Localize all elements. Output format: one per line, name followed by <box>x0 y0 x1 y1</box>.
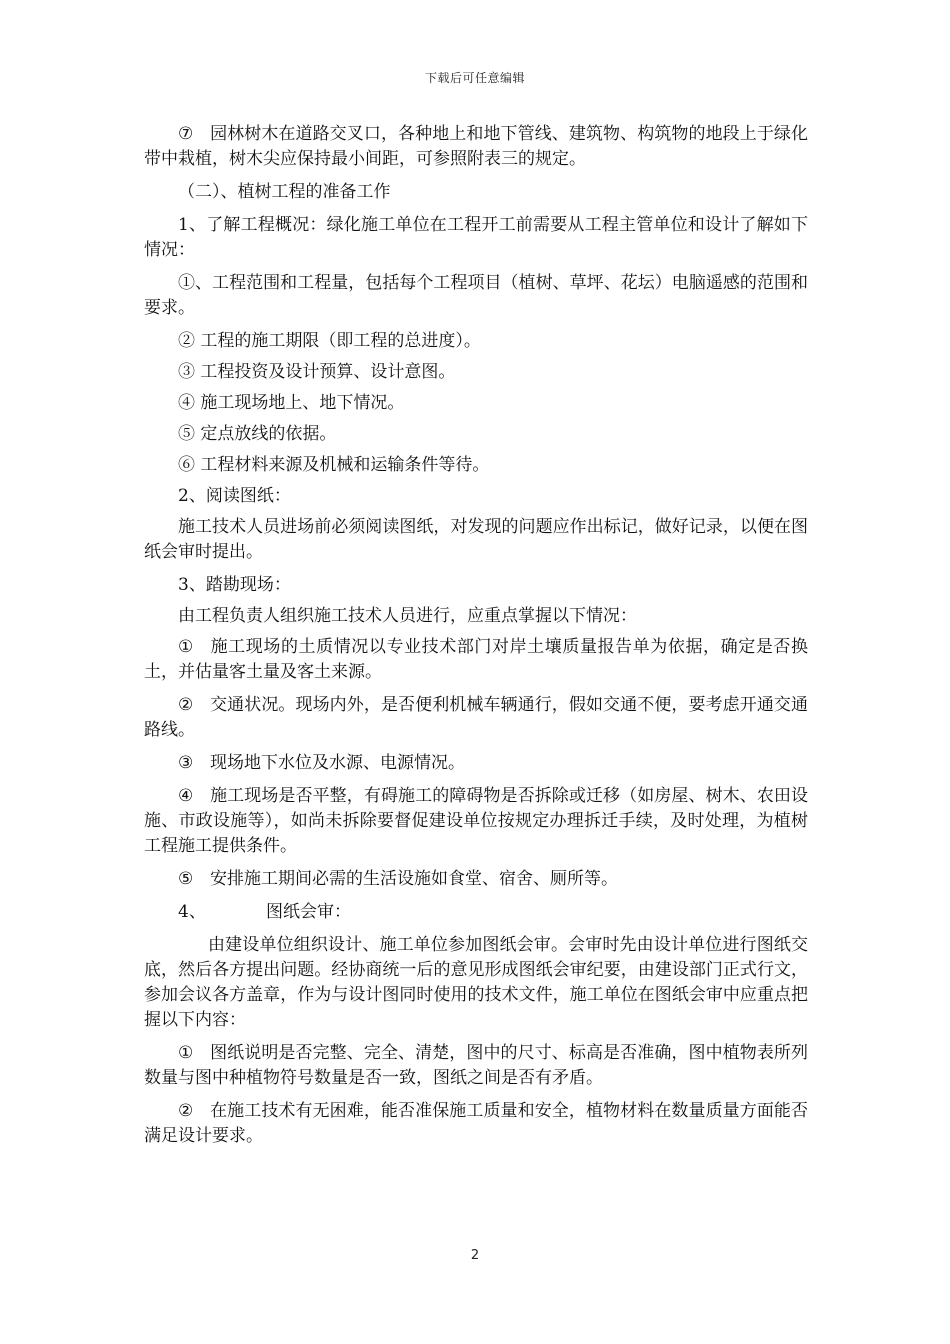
paragraph-staking: ⑤ 定点放线的依据。 <box>178 424 337 444</box>
section-heading: （二）、植树工程的准备工作 <box>178 182 391 202</box>
paragraph-scope: ①、工程范围和工程量，包括每个工程项目（植树、草坪、花坛）电脑遥感的范围和要求。 <box>144 273 808 318</box>
paragraph-site-survey-heading: 3、踏勘现场： <box>178 575 291 595</box>
item-number: ② <box>178 695 194 715</box>
paragraph-text: 现场地下水位及水源、电源情况。 <box>210 753 465 773</box>
page-header: 下载后可任意编辑 <box>424 71 525 85</box>
paragraph-schedule: ② 工程的施工期限（即工程的总进度）。 <box>178 331 481 351</box>
paragraph-text: 图纸会审： <box>266 902 351 922</box>
paragraph-site-conditions: ④ 施工现场地上、地下情况。 <box>178 393 405 413</box>
item-number: 4、 <box>178 902 206 922</box>
paragraph-read-drawings-heading: 2、阅读图纸： <box>178 486 291 506</box>
paragraph-soil <box>144 635 808 685</box>
paragraph-drawing-review: 由建设单位组织设计、施工单位参加图纸会审。会审时先由设计单位进行图纸交底，然后各方提出问题。经协商统一后的意见形成图纸会审纪要，由建设部门正式行文，参加会议各方盖章，作为与设计图同时使用的技术文件，施工单位在图纸会审中应重点把握以下内容： <box>144 935 808 1030</box>
paragraph-drawing-completeness <box>144 1041 808 1091</box>
item-number: ② <box>178 1101 194 1121</box>
paragraph-traffic <box>144 693 808 743</box>
paragraph-budget: ③ 工程投资及设计预算、设计意图。 <box>178 362 456 382</box>
paragraph-obstacles <box>144 784 808 859</box>
paragraph-text: 图纸说明是否完整、完全、清楚，图中的尺寸、标高是否准确，图中植物表所列数量与图中种植物符号数量是否一致，图纸之间是否有矛盾。 <box>144 1043 808 1088</box>
item-number: ① <box>178 637 194 657</box>
item-number: ③ <box>178 753 194 773</box>
paragraph-read-drawings: 施工技术人员进场前必须阅读图纸，对发现的问题应作出标记，做好记录，以便在图纸会审时提出。 <box>144 517 808 562</box>
item-number: ④ <box>178 786 194 806</box>
paragraph-facilities <box>144 867 808 892</box>
paragraph-water-power <box>144 751 808 776</box>
page-number: 2 <box>470 1248 480 1263</box>
paragraph-project-overview: 1、了解工程概况：绿化施工单位在工程开工前需要从工程主管单位和设计了解如下情况： <box>144 215 808 260</box>
paragraph-text: 施工现场的土质情况以专业技术部门对岸土壤质量报告单为依据，确定是否换土，并估量客土量及客土来源。 <box>144 637 808 682</box>
paragraph-text: 施工现场是否平整，有碍施工的障碍物是否拆除或迁移（如房屋、树木、农田设施、市政设施等），如尚未拆除要督促建设单位按规定办理拆迁手续，及时处理，为植树工程施工提供条件。 <box>144 786 808 856</box>
paragraph-item-7 <box>144 122 808 172</box>
paragraph-text: 交通状况。现场内外，是否便利机械车辆通行，假如交通不便，要考虑开通交通路线。 <box>144 695 808 740</box>
item-number: ⑦ <box>178 124 194 144</box>
item-number: ① <box>178 1043 194 1063</box>
paragraph-text: 园林树木在道路交叉口，各种地上和地下管线、建筑物、构筑物的地段上于绿化带中栽植，树木尖应保持最小间距，可参照附表三的规定。 <box>144 124 808 169</box>
paragraph-site-survey: 由工程负责人组织施工技术人员进行，应重点掌握以下情况： <box>178 606 637 626</box>
document-body <box>144 122 808 1157</box>
item-number: ⑤ <box>178 869 194 889</box>
paragraph-drawing-review-heading <box>144 900 808 925</box>
paragraph-technical-feasibility <box>144 1099 808 1149</box>
paragraph-materials: ⑥ 工程材料来源及机械和运输条件等待。 <box>178 455 490 475</box>
paragraph-text: 安排施工期间必需的生活设施如食堂、宿舍、厕所等。 <box>210 869 618 889</box>
paragraph-text: 在施工技术有无困难，能否准保施工质量和安全，植物材料在数量质量方面能否满足设计要求。 <box>144 1101 808 1146</box>
